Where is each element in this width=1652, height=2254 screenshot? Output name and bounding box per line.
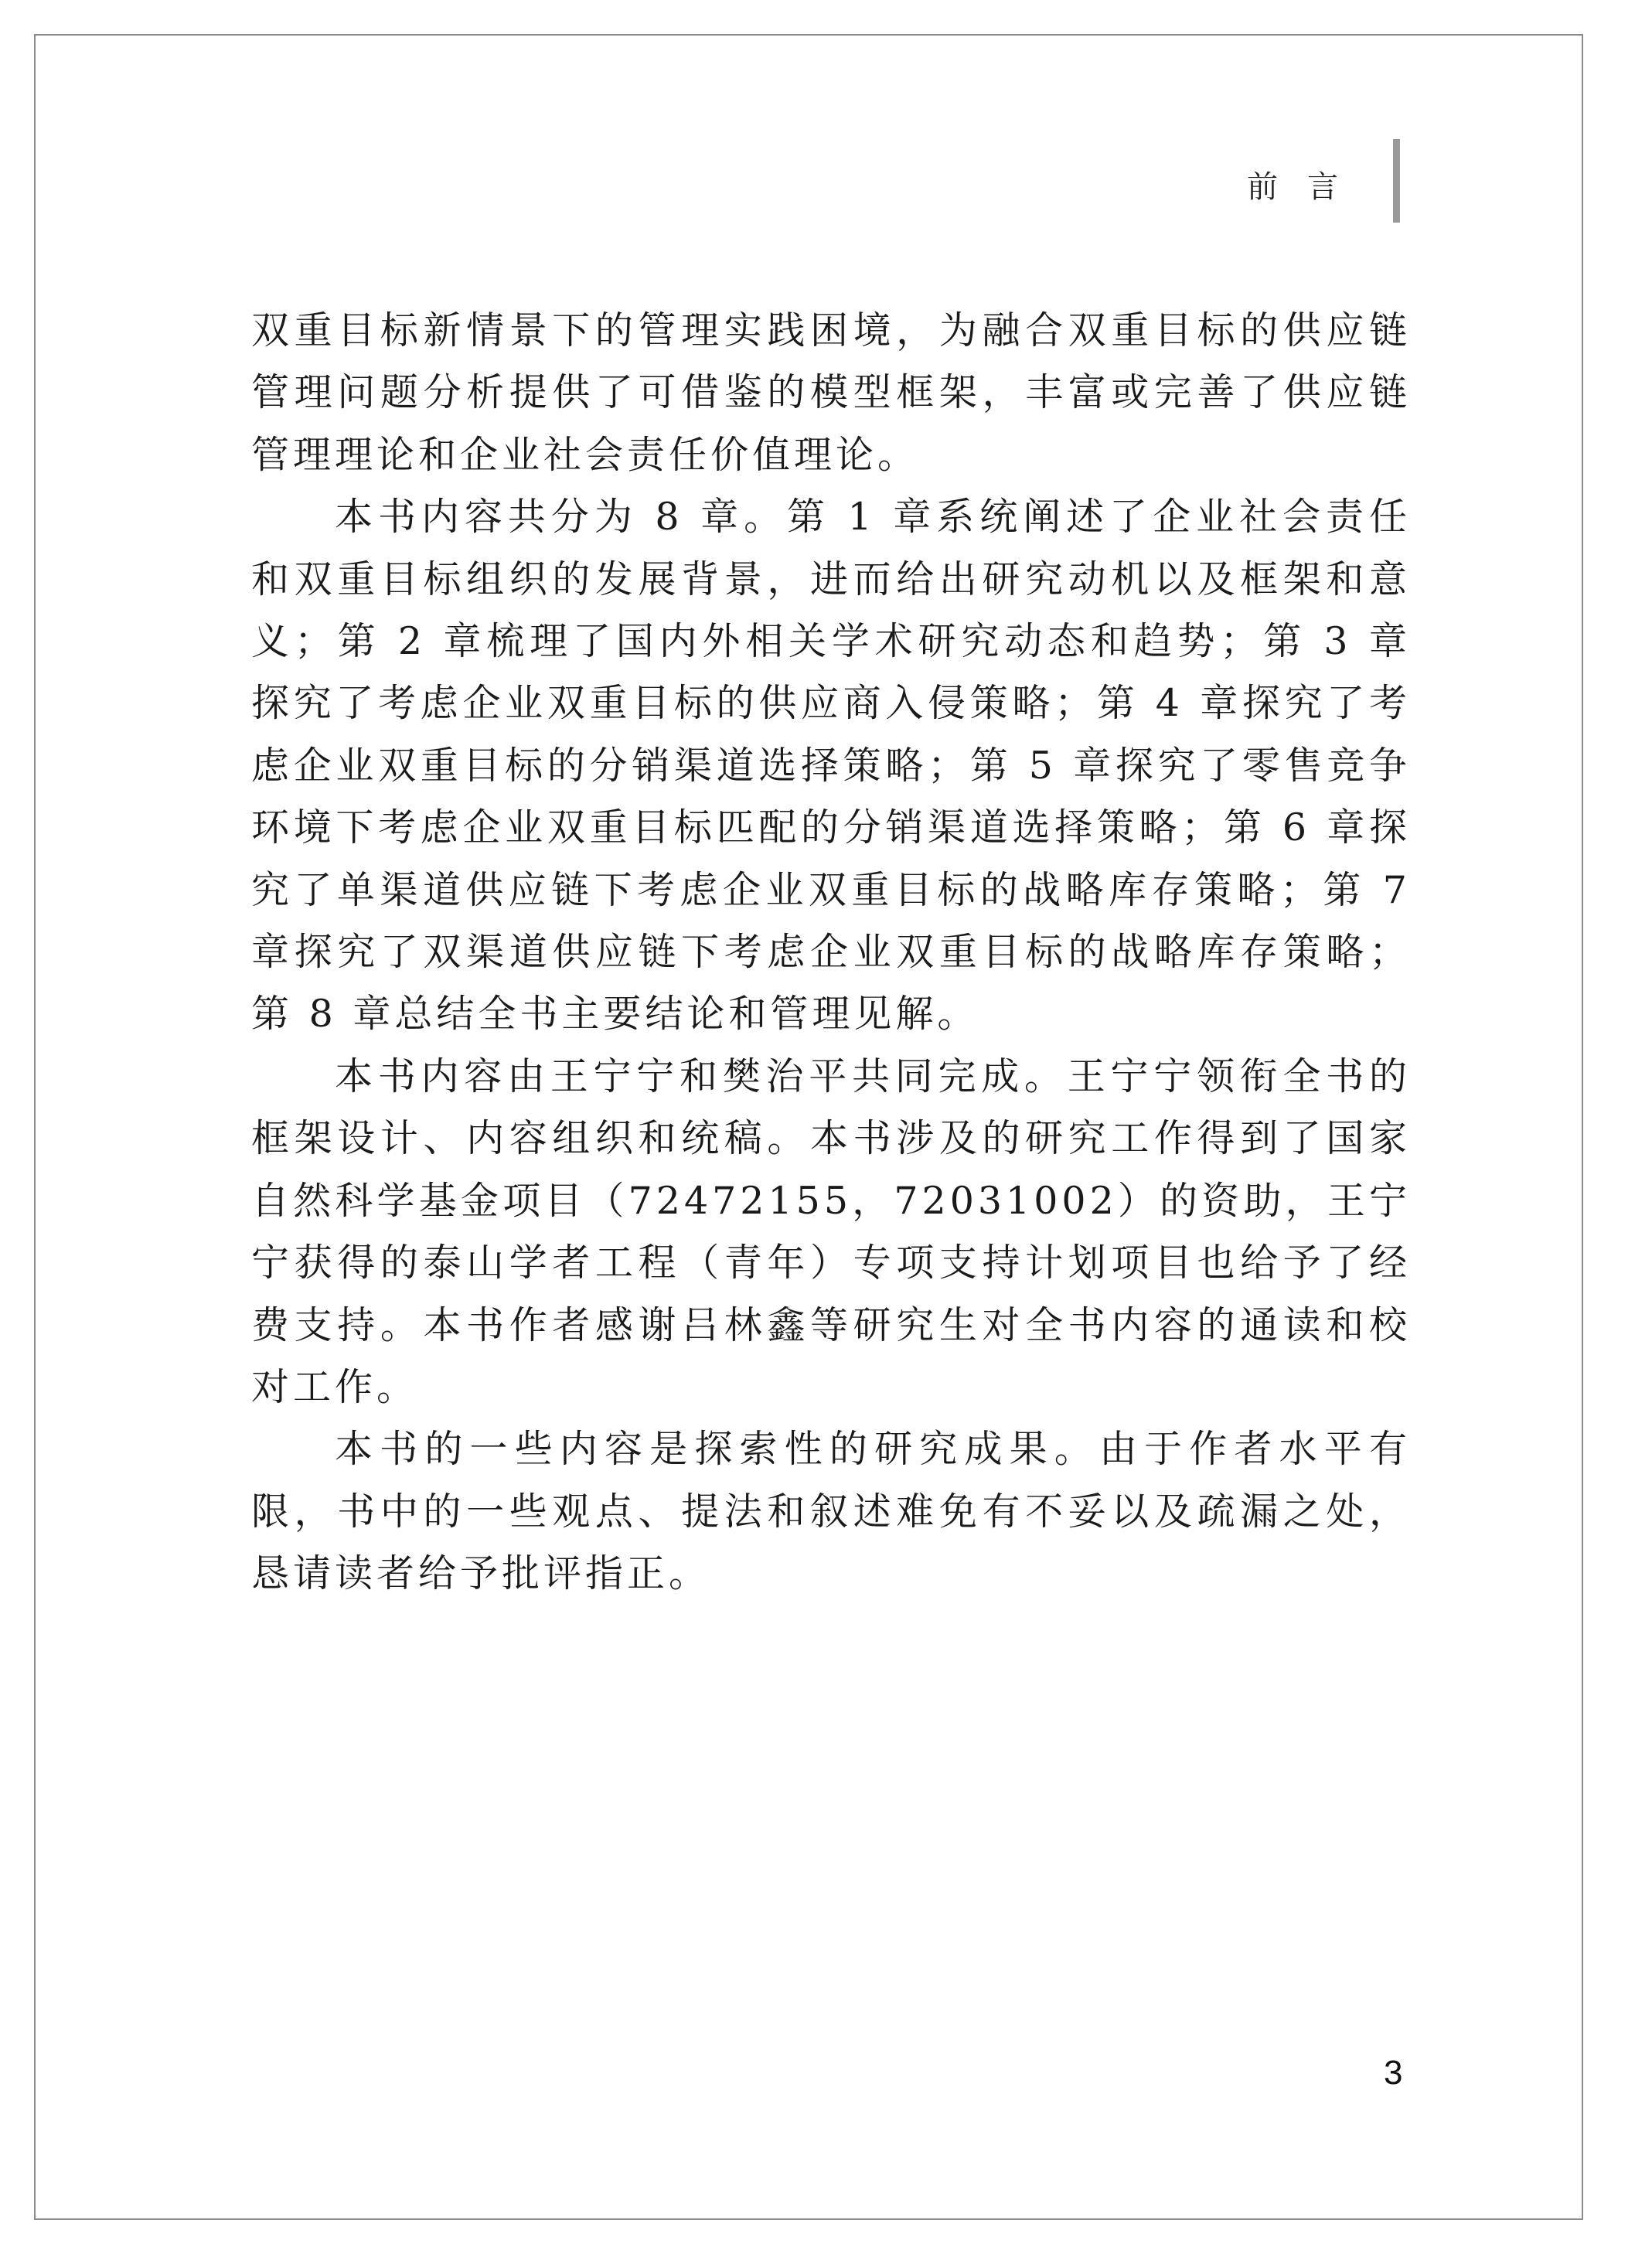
paragraph-chapters: 本书内容共分为 8 章。第 1 章系统阐述了企业社会责任和双重目标组织的发展背景，进而给出研究动机以及框架和意义；第 2 章梳理了国内外相关学术研究动态和趋势；第 3 章探究了考虑企业双重目标的供应商入侵策略；第 4 章探究了考虑企业双重目标的分销渠道选择策略；第 5 章探究了零售竞争环境下考虑企业双重目标匹配的分销渠道选择策略；第 6 章探究了单渠道供应链下考虑企业双重目标的战略库存策略；第 7 章探究了双渠道供应链下考虑企业双重目标的战略库存策略；第 8 章总结全书主要结论和管理见解。: [251, 495, 1411, 1037]
running-head: 前言: [1247, 169, 1368, 205]
body-text: [251, 300, 1411, 1605]
paragraph-acknowledgements: 本书内容由王宁宁和樊治平共同完成。王宁宁领衔全书的框架设计、内容组织和统稿。本书涉及的研究工作得到了国家自然科学基金项目（72472155，72031002）的资助，王宁宁获得的泰山学者工程（青年）专项支持计划项目也给予了经费支持。本书作者感谢吕林鑫等研究生对全书内容的通读和校对工作。: [251, 1054, 1411, 1409]
running-head-bar: [1393, 139, 1400, 223]
paragraph-continued: 双重目标新情景下的管理实践困境，为融合双重目标的供应链管理问题分析提供了可借鉴的模型框架，丰富或完善了供应链管理理论和企业社会责任价值理论。: [251, 308, 1411, 477]
paragraph-closing: 本书的一些内容是探索性的研究成果。由于作者水平有限，书中的一些观点、提法和叙述难免有不妥以及疏漏之处，恳请读者给予批评指正。: [251, 1427, 1411, 1596]
page-number: 3: [1384, 2054, 1403, 2092]
